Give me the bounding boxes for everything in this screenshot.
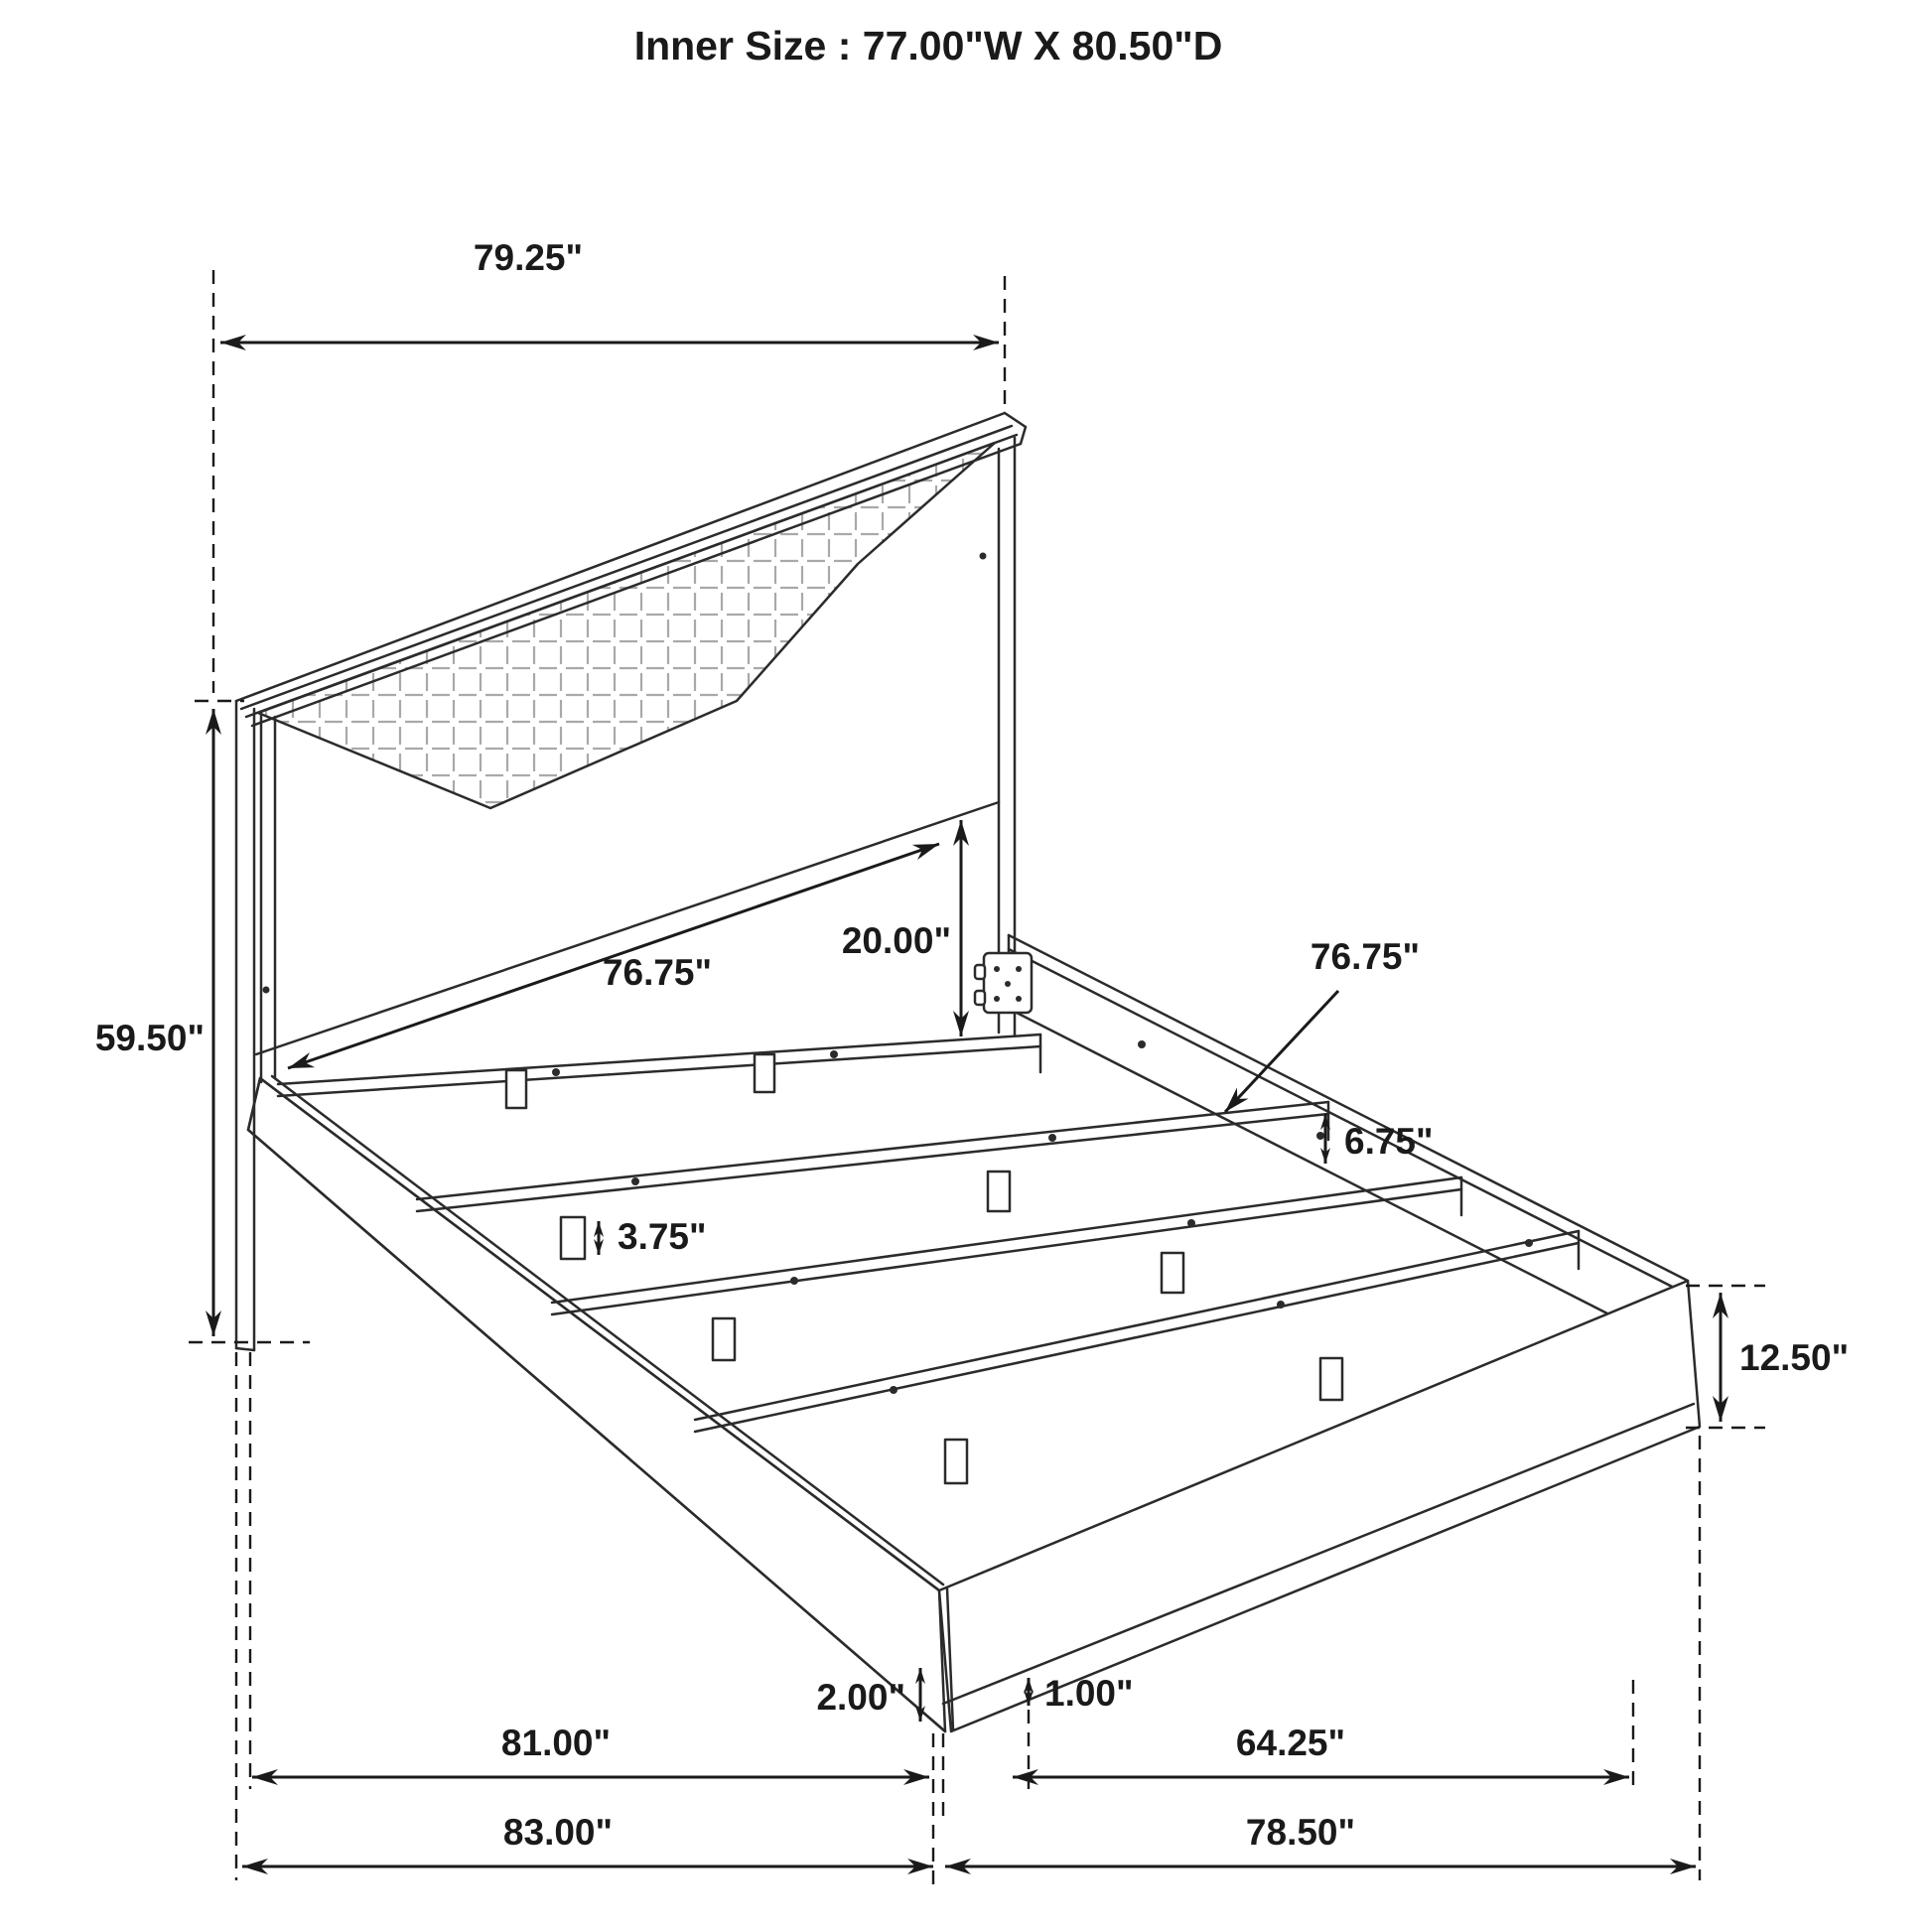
label-panel-width: 76.75" xyxy=(602,952,713,993)
footboard xyxy=(939,1281,1700,1731)
left-side-rail xyxy=(248,1078,945,1731)
label-headboard-width: 79.25" xyxy=(473,237,584,278)
support-leg xyxy=(713,1318,735,1360)
label-frame-inner: 81.00" xyxy=(500,1723,612,1763)
label-side-rail-length: 78.50" xyxy=(1245,1812,1356,1853)
support-leg xyxy=(945,1440,967,1483)
label-foot-corner: 2.00" xyxy=(816,1677,905,1718)
label-footboard-height: 12.50" xyxy=(1739,1337,1850,1378)
support-leg xyxy=(1162,1253,1183,1293)
label-headboard-height: 59.50" xyxy=(94,1018,205,1058)
label-frame-overall: 83.00" xyxy=(502,1812,614,1853)
label-slat-span: 64.25" xyxy=(1235,1723,1346,1763)
label-panel-drop: 20.00" xyxy=(841,920,951,961)
rail-bracket xyxy=(975,953,1032,1013)
headboard-left-leg xyxy=(236,701,275,1350)
label-slat-leg: 3.75" xyxy=(618,1216,707,1257)
support-leg xyxy=(988,1172,1010,1211)
slat-rail-1 xyxy=(417,1102,1328,1259)
quilted-panel xyxy=(258,443,995,808)
bed-frame xyxy=(248,935,1700,1731)
label-rail-face: 6.75" xyxy=(1344,1121,1434,1162)
support-leg xyxy=(1320,1358,1342,1400)
support-leg-3-75 xyxy=(561,1217,585,1259)
page-title: Inner Size : 77.00"W X 80.50"D xyxy=(633,23,1223,69)
label-bottom-lip: 1.00" xyxy=(1044,1673,1134,1714)
support-leg xyxy=(755,1054,774,1092)
label-center-slat: 76.75" xyxy=(1310,936,1421,977)
support-leg xyxy=(506,1070,526,1108)
head-rail xyxy=(278,1035,1040,1108)
